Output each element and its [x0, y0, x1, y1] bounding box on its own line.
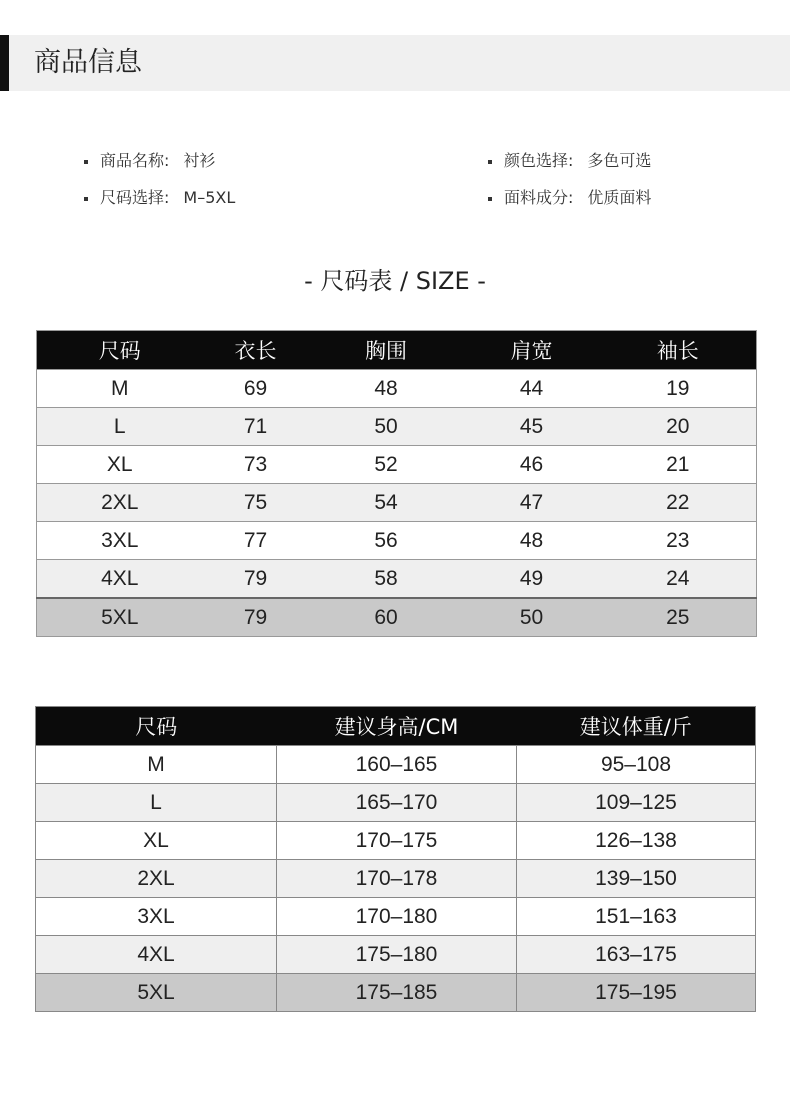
table-header-row — [36, 707, 756, 746]
table-cell: 2XL — [36, 860, 277, 898]
table-row — [36, 822, 756, 860]
table-cell: 170–178 — [277, 860, 517, 898]
table-cell: XL — [37, 446, 203, 484]
table-cell: 170–180 — [277, 898, 517, 936]
table-cell: 4XL — [37, 560, 203, 599]
table-cell: 75 — [203, 484, 309, 522]
table-cell: 48 — [309, 370, 464, 408]
info-label: 面料成分: — [504, 188, 574, 207]
table-cell: 19 — [600, 370, 757, 408]
table-cell: 54 — [309, 484, 464, 522]
table-cell: 175–195 — [517, 974, 756, 1012]
header-cell: 肩宽 — [464, 331, 600, 370]
recommend-table — [35, 706, 756, 1012]
table-cell: 151–163 — [517, 898, 756, 936]
bullet-icon — [84, 197, 88, 201]
table-cell: 160–165 — [277, 746, 517, 784]
table-row — [37, 370, 757, 408]
table-cell: M — [36, 746, 277, 784]
table-cell: 50 — [309, 408, 464, 446]
info-color — [488, 150, 651, 172]
table-cell: 56 — [309, 522, 464, 560]
table-cell: 4XL — [36, 936, 277, 974]
header-accent-bar — [0, 35, 9, 91]
table-cell: 46 — [464, 446, 600, 484]
table-cell: 5XL — [37, 598, 203, 637]
info-label: 颜色选择: — [504, 151, 574, 170]
info-label: 商品名称: — [100, 151, 170, 170]
table-row — [37, 446, 757, 484]
table-row — [36, 974, 756, 1012]
table-cell: 2XL — [37, 484, 203, 522]
table-cell: 79 — [203, 560, 309, 599]
header-cell: 衣长 — [203, 331, 309, 370]
bullet-icon — [488, 197, 492, 201]
table-row — [36, 746, 756, 784]
table-cell: 45 — [464, 408, 600, 446]
section-header — [0, 35, 790, 91]
bullet-icon — [84, 160, 88, 164]
info-size-range — [84, 187, 235, 209]
header-cell: 袖长 — [600, 331, 757, 370]
table-row — [37, 484, 757, 522]
table-cell: 5XL — [36, 974, 277, 1012]
info-value: 优质面料 — [587, 188, 652, 207]
table-cell: 139–150 — [517, 860, 756, 898]
info-label: 尺码选择: — [100, 188, 170, 207]
table-cell: 48 — [464, 522, 600, 560]
table-cell: 69 — [203, 370, 309, 408]
header-cell: 建议身高/CM — [277, 707, 517, 746]
table-row — [36, 936, 756, 974]
table-row — [37, 522, 757, 560]
table-cell: 23 — [600, 522, 757, 560]
table-cell: 109–125 — [517, 784, 756, 822]
table-cell: 77 — [203, 522, 309, 560]
table-cell: 44 — [464, 370, 600, 408]
table-row — [37, 560, 757, 599]
table-cell: 170–175 — [277, 822, 517, 860]
header-cell: 胸围 — [309, 331, 464, 370]
table-row — [36, 860, 756, 898]
info-value: 多色可选 — [587, 151, 652, 170]
table-cell: 50 — [464, 598, 600, 637]
table-cell: 58 — [309, 560, 464, 599]
bullet-icon — [488, 160, 492, 164]
table-cell: 21 — [600, 446, 757, 484]
info-value: M–5XL — [183, 188, 236, 207]
info-fabric — [488, 187, 651, 209]
header-cell: 建议体重/斤 — [517, 707, 756, 746]
table-cell: L — [37, 408, 203, 446]
table-cell: 79 — [203, 598, 309, 637]
table-cell: 73 — [203, 446, 309, 484]
table-cell: 20 — [600, 408, 757, 446]
table-cell: 52 — [309, 446, 464, 484]
table-cell: 3XL — [36, 898, 277, 936]
header-cell: 尺码 — [37, 331, 203, 370]
table-cell: 22 — [600, 484, 757, 522]
table-row — [37, 598, 757, 637]
table-cell: 126–138 — [517, 822, 756, 860]
table-row — [37, 408, 757, 446]
table-cell: 71 — [203, 408, 309, 446]
table-cell: 47 — [464, 484, 600, 522]
table-row — [36, 784, 756, 822]
size-table — [36, 330, 757, 637]
table-cell: 49 — [464, 560, 600, 599]
table-cell: 60 — [309, 598, 464, 637]
size-chart-title: - 尺码表 / SIZE - — [304, 267, 486, 295]
table-cell: 25 — [600, 598, 757, 637]
table-cell: M — [37, 370, 203, 408]
table-cell: 175–180 — [277, 936, 517, 974]
table-cell: 95–108 — [517, 746, 756, 784]
table-cell: 163–175 — [517, 936, 756, 974]
table-cell: XL — [36, 822, 277, 860]
table-cell: L — [36, 784, 277, 822]
table-cell: 165–170 — [277, 784, 517, 822]
info-product-name — [84, 150, 215, 172]
table-cell: 24 — [600, 560, 757, 599]
section-title: 商品信息 — [34, 47, 142, 78]
table-cell: 3XL — [37, 522, 203, 560]
table-header-row — [37, 331, 757, 370]
table-row — [36, 898, 756, 936]
info-value: 衬衫 — [183, 151, 216, 170]
header-cell: 尺码 — [36, 707, 277, 746]
table-cell: 175–185 — [277, 974, 517, 1012]
